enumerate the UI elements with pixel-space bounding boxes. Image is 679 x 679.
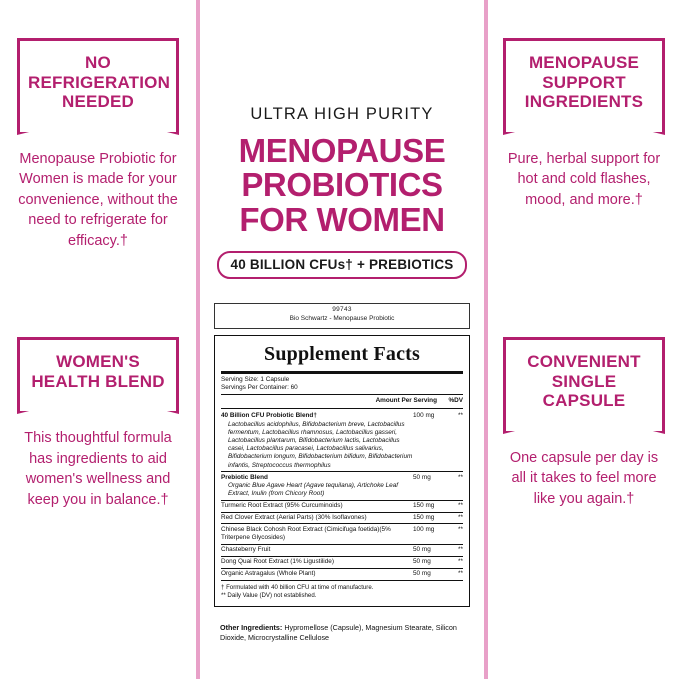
footnote-dagger: † Formulated with 40 billion CFU at time of manufacture. (221, 583, 374, 591)
table-row (221, 411, 463, 472)
other-ingredients-label: Other Ingredients: (220, 622, 283, 632)
product-label-center (200, 0, 484, 679)
callout-menopause-support (503, 38, 665, 210)
other-ingredients-text: Hypromellose (Capsule), Magnesium Stearate, Silicon Dioxide, Microcrystalline Cellulose (220, 622, 457, 643)
table-row (221, 512, 463, 524)
ingredient-cell: Red Clover Extract (Aerial Parts) (30% Isoflavones) (221, 512, 413, 524)
amount-cell: 50 mg (413, 544, 447, 556)
callout-body: Pure, herbal support for hot and cold flashes, mood, and more.† (507, 150, 661, 208)
table-row (221, 568, 463, 580)
table-row (221, 524, 463, 544)
callout-body: One capsule per day is all it takes to feel more like you again.† (509, 449, 659, 507)
cfu-badge-wrap (200, 251, 484, 279)
ingredient-name: Prebiotic Blend (221, 473, 268, 481)
ingredient-cell: Turmeric Root Extract (95% Curcuminoids) (221, 500, 413, 512)
dv-cell: ** (447, 544, 463, 556)
callout-banner (17, 38, 179, 135)
col-dv-header: %DV (448, 396, 463, 404)
callout-banner (503, 337, 665, 434)
supplement-facts-column-headers (221, 397, 463, 406)
ingredient-cell (221, 411, 413, 472)
table-row (221, 500, 463, 512)
callout-banner (17, 337, 179, 414)
callout-single-capsule (503, 337, 665, 509)
ingredient-cell: Organic Astragalus (Whole Plant) (221, 568, 413, 580)
cfu-badge: 40 BILLION CFUs† + PREBIOTICS (217, 251, 468, 279)
sku-box (214, 303, 470, 329)
table-row (221, 472, 463, 500)
amount-cell: 100 mg (413, 524, 447, 544)
callout-womens-health-blend (17, 337, 179, 510)
product-title-line-1: MENOPAUSE (238, 132, 446, 169)
dv-cell: ** (447, 500, 463, 512)
dv-cell: ** (447, 524, 463, 544)
amount-cell: 50 mg (413, 556, 447, 568)
product-title-line-3: FOR WOMEN (239, 200, 445, 238)
dv-cell: ** (447, 568, 463, 580)
col-amount-header: Amount Per Serving (375, 396, 437, 404)
callout-banner (503, 38, 665, 135)
table-row (221, 544, 463, 556)
amount-cell: 50 mg (413, 568, 447, 580)
callout-heading: MENOPAUSE SUPPORT INGREDIENTS (524, 53, 644, 112)
callout-heading: NO REFRIGERATION NEEDED (28, 53, 171, 112)
ingredient-detail: Lactobacillus acidophilus, Bifidobacterium breve, Lactobacillus fermentum, Lactobacillus rhamnosus, Lactobacillus gasseri, Lactobacillus plantarum, Bifidobacterium lactis, Lactobacillus casei, Lactobacillus paracasei, Lactobacillus salivarius, Bifidobacterium longum, Bifidobacterium bifidum, Bifidobacterium infantis, Streptococcus thermophilus (228, 420, 413, 469)
amount-cell: 150 mg (413, 500, 447, 512)
supplement-facts-panel (214, 335, 470, 607)
callout-heading: CONVENIENT SINGLE CAPSULE (527, 352, 641, 411)
rule (221, 394, 463, 395)
ingredient-cell: Chasteberry Fruit (221, 544, 413, 556)
label-eyebrow: ULTRA HIGH PURITY (250, 105, 434, 123)
dv-cell: ** (447, 512, 463, 524)
callout-body: Menopause Probiotic for Women is made for your convenience, without the need to refrigerate for efficacy.† (18, 150, 178, 249)
supplement-facts-footnotes (221, 584, 463, 600)
callout-heading: WOMEN'S HEALTH BLEND (31, 352, 165, 391)
ingredient-cell: Chinese Black Cohosh Root Extract (Cimicifuga foetida)(5% Triterpene Glycosides) (221, 524, 413, 544)
supplement-facts-title: Supplement Facts (264, 342, 420, 365)
dv-cell: ** (447, 556, 463, 568)
servings-per-container: Servings Per Container: 60 (221, 383, 298, 391)
ingredient-name: 40 Billion CFU Probiotic Blend† (221, 412, 317, 420)
supplement-facts-table (221, 411, 463, 580)
footnote-dv: ** Daily Value (DV) not established. (221, 591, 317, 599)
ingredient-cell (221, 472, 413, 500)
serving-size: Serving Size: 1 Capsule (221, 375, 290, 383)
rule (221, 371, 463, 374)
product-title (200, 134, 484, 237)
rule (221, 408, 463, 409)
product-title-line-2: PROBIOTICS (241, 166, 443, 204)
amount-cell: 100 mg (413, 411, 447, 472)
amount-cell: 150 mg (413, 512, 447, 524)
other-ingredients (220, 623, 464, 644)
callout-no-refrigeration (17, 38, 179, 252)
dv-cell: ** (447, 472, 463, 500)
right-feature-panel (488, 0, 679, 679)
ingredient-cell: Dong Quai Root Extract (1% Ligustilide) (221, 556, 413, 568)
ingredient-detail: Organic Blue Agave Heart (Agave tequilana), Artichoke Leaf Extract, Inulin (from Chicory Root) (228, 481, 399, 497)
table-row (221, 556, 463, 568)
dv-cell: ** (447, 411, 463, 472)
callout-body: This thoughtful formula has ingredients to aid women's wellness and keep you in balance.† (24, 430, 172, 508)
left-feature-panel (0, 0, 196, 679)
amount-cell: 50 mg (413, 472, 447, 500)
sku-description: Bio Schwartz - Menopause Probiotic (289, 314, 395, 322)
sku-number: 99743 (332, 305, 352, 313)
